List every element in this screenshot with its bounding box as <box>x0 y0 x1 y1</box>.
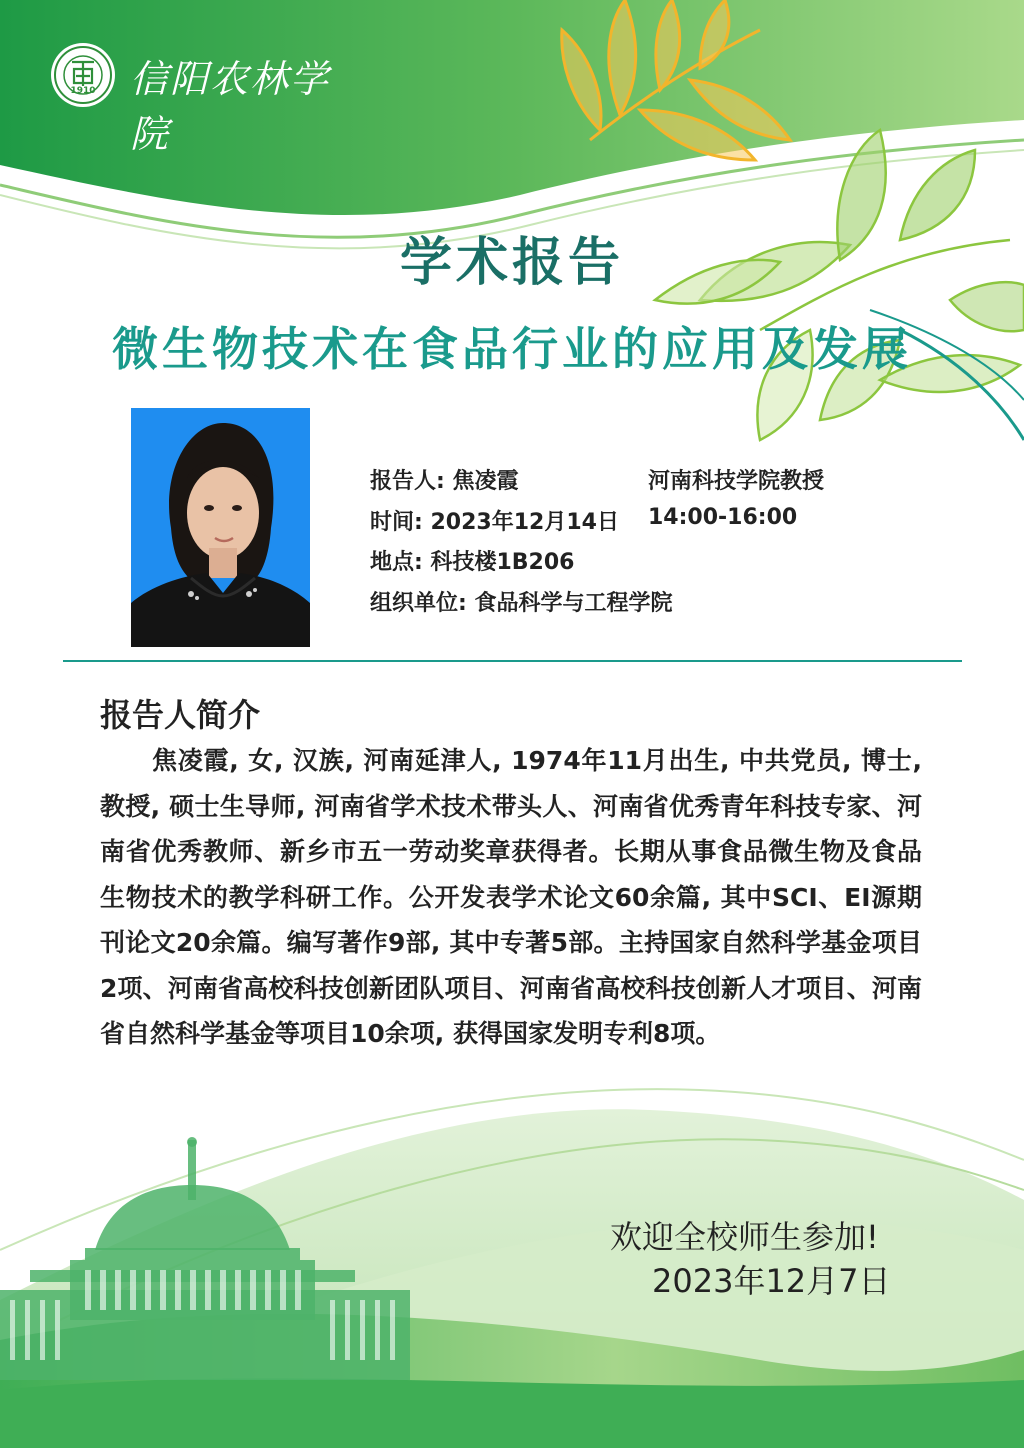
page-title: 学术报告 <box>399 233 624 293</box>
report-topic: 微生物技术在食品行业的应用及发展 <box>112 322 912 376</box>
speaker-name: 焦凌霞 <box>452 469 519 494</box>
location-line <box>370 545 574 576</box>
speaker-line <box>370 464 519 495</box>
organizer-label: 组织单位: <box>370 591 467 616</box>
time-label: 时间: <box>370 510 423 535</box>
speaker-photo <box>131 408 310 647</box>
welcome-text: 欢迎全校师生参加! <box>610 1218 879 1256</box>
speaker-label: 报告人: <box>370 469 445 494</box>
bio-text: 焦凌霞, 女, 汉族, 河南延津人, 1974年11月出生, 中共党员, 博士, 教授, 硕士生导师, 河南省学术技术带头人、河南省优秀青年科技专家、河南省优秀教师、新乡市五一劳动奖章获得者。长期从事食品微生物及食品生物技术的教学科研工作。公开发表学术论文60余篇, 其中SCI、EI源期刊论文20余篇。编写著作9部, 其中专著5部。主持国家自然科学基金项目2项、河南省高校科技创新团队项目、河南省高校科技创新人才项目、河南省自然科学基金等项目10余项, 获得国家发明专利8项。 <box>100 746 922 1048</box>
organizer-value: 食品科学与工程学院 <box>474 591 673 616</box>
speaker-affiliation: 河南科技学院教授 <box>648 469 825 494</box>
location-label: 地点: <box>370 550 423 575</box>
location-value: 科技楼1B206 <box>430 550 575 575</box>
bio-heading: 报告人简介 <box>100 696 261 734</box>
time-line <box>370 505 619 536</box>
school-seal-icon <box>50 42 116 108</box>
organizer-line <box>370 586 673 617</box>
issue-date: 2023年12月7日 <box>652 1262 891 1300</box>
seal-year: 1910 <box>70 86 96 96</box>
school-logo <box>50 42 350 156</box>
time-range: 14:00-16:00 <box>648 505 798 530</box>
section-divider <box>63 660 962 662</box>
time-date: 2023年12月14日 <box>430 510 619 535</box>
school-name: 信阳农林学院 <box>130 57 331 156</box>
